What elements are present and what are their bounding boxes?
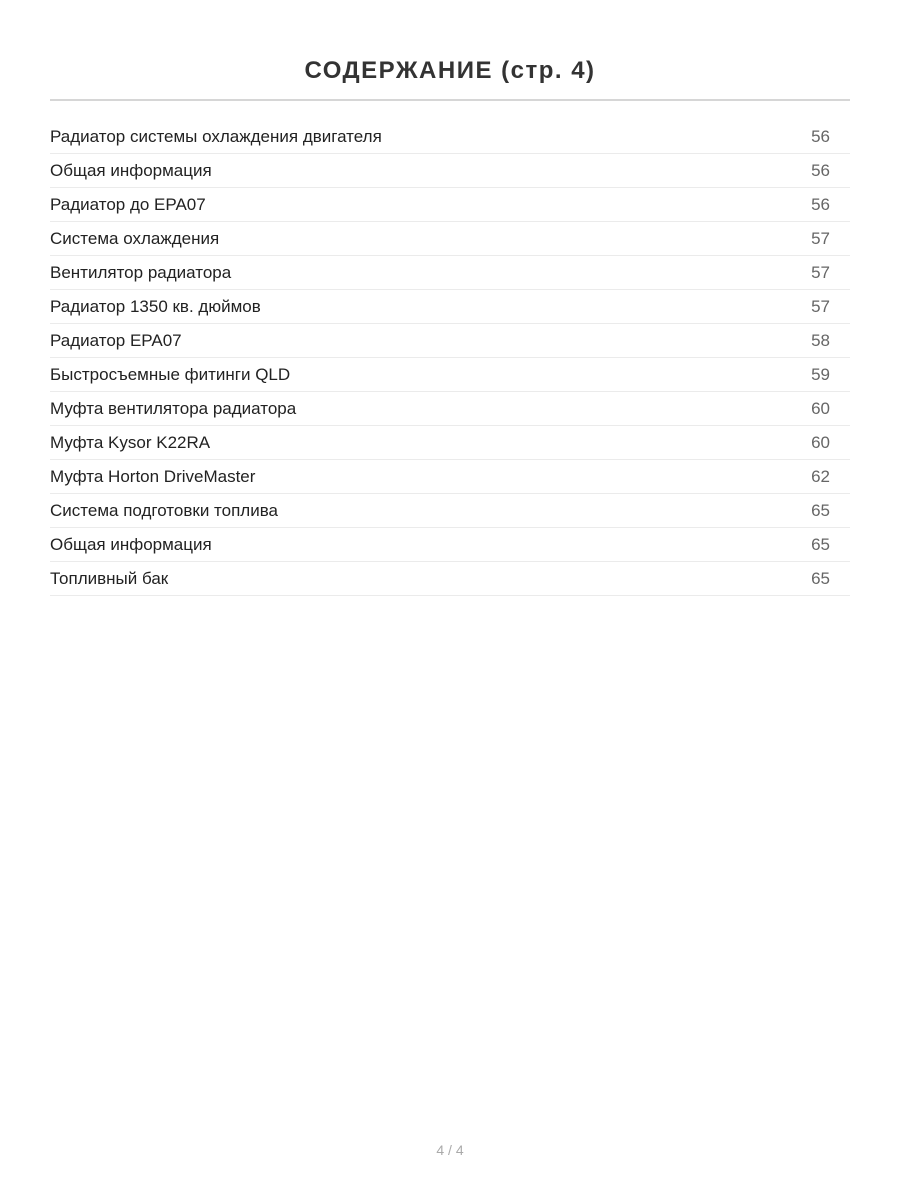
toc-entry-page: 65 — [811, 534, 830, 554]
toc-entry[interactable] — [50, 324, 850, 358]
page-indicator: 4 / 4 — [436, 1142, 464, 1158]
toc-entry-label: Топливный бак — [50, 568, 169, 588]
toc-entry-page: 57 — [811, 296, 830, 316]
toc-entry-page: 62 — [811, 466, 830, 486]
toc-entry-label: Радиатор 1350 кв. дюймов — [50, 296, 261, 316]
toc-entry[interactable] — [50, 256, 850, 290]
toc-entry-page: 57 — [811, 228, 830, 248]
toc-entry[interactable] — [50, 154, 850, 188]
toc-entry-label: Система подготовки топлива — [50, 500, 279, 520]
toc-entry-label: Система охлаждения — [50, 228, 220, 248]
toc-entry-page: 58 — [811, 330, 830, 350]
toc-entry[interactable] — [50, 188, 850, 222]
toc-entry-page: 65 — [811, 500, 830, 520]
toc-entry-label: Муфта Kysor K22RA — [50, 432, 211, 452]
toc-entry[interactable] — [50, 562, 850, 596]
toc-entry-label: Вентилятор радиатора — [50, 262, 232, 282]
toc-entry-label: Общая информация — [50, 160, 212, 180]
title-divider — [50, 99, 850, 101]
toc-entry-label: Муфта Horton DriveMaster — [50, 466, 256, 486]
toc-entry-page: 65 — [811, 568, 830, 588]
toc-entry[interactable] — [50, 528, 850, 562]
toc-entry-label: Муфта вентилятора радиатора — [50, 398, 297, 418]
toc-entry-page: 56 — [811, 160, 830, 180]
toc-entry[interactable] — [50, 120, 850, 154]
toc-entry[interactable] — [50, 290, 850, 324]
toc-entry-label: Радиатор до EPA07 — [50, 194, 206, 214]
toc-entry[interactable] — [50, 494, 850, 528]
toc-entry-page: 60 — [811, 398, 830, 418]
page-title: СОДЕРЖАНИЕ (стр. 4) — [304, 57, 596, 85]
toc-entry-label: Радиатор системы охлаждения двигателя — [50, 126, 382, 146]
toc-entry-label: Быстросъемные фитинги QLD — [50, 364, 291, 384]
toc-entry-label: Радиатор EPA07 — [50, 330, 182, 350]
toc-entry-label: Общая информация — [50, 534, 212, 554]
toc-entry-page: 57 — [811, 262, 830, 282]
toc-entry[interactable] — [50, 392, 850, 426]
toc-entry[interactable] — [50, 460, 850, 494]
toc-entry-page: 56 — [811, 194, 830, 214]
toc-list — [50, 120, 850, 596]
toc-entry-page: 56 — [811, 126, 830, 146]
toc-entry-page: 59 — [811, 364, 830, 384]
toc-entry[interactable] — [50, 358, 850, 392]
toc-entry[interactable] — [50, 426, 850, 460]
toc-entry-page: 60 — [811, 432, 830, 452]
toc-entry[interactable] — [50, 222, 850, 256]
